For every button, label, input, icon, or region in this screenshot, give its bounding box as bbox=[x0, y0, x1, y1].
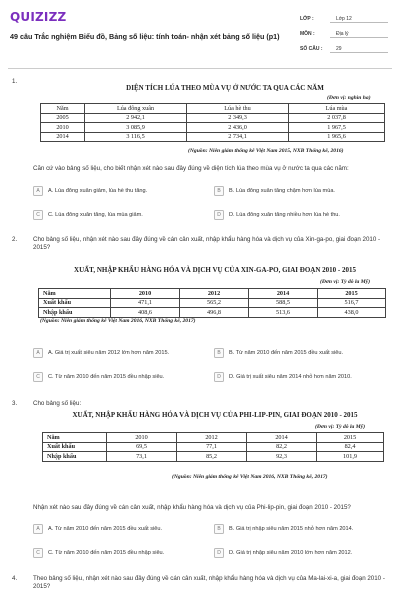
option-text: C. Lúa đông xuân tăng, lúa mùa giảm. bbox=[48, 211, 143, 218]
option-text: A. Lúa đông xuân giảm, lúa hè thu tăng. bbox=[48, 187, 148, 194]
table-cell: Lúa hè thu bbox=[187, 104, 289, 114]
table-cell: 2015 bbox=[317, 433, 384, 443]
meta-grade-key: LỚP : bbox=[300, 16, 314, 22]
table-cell: 513,6 bbox=[249, 308, 318, 318]
option-letter: A bbox=[33, 186, 43, 196]
table-cell: 438,0 bbox=[318, 308, 386, 318]
meta-subject-key: MÔN : bbox=[300, 31, 315, 37]
option-d[interactable] bbox=[214, 546, 352, 559]
meta-subject-value: Địa lý bbox=[336, 31, 349, 37]
table-cell: 2014 bbox=[247, 433, 317, 443]
table-row bbox=[41, 123, 385, 133]
table-cell: 85,2 bbox=[177, 452, 247, 462]
meta-count-value: 29 bbox=[336, 46, 342, 52]
meta-subject-line bbox=[330, 37, 388, 38]
table-title: DIỆN TÍCH LÚA THEO MÙA VỤ Ở NƯỚC TA QUA CÁC NĂM bbox=[126, 84, 324, 92]
table-cell: Xuất khẩu bbox=[39, 298, 111, 308]
option-letter: D bbox=[214, 548, 224, 558]
table-cell: 2014 bbox=[41, 132, 85, 142]
option-d[interactable] bbox=[214, 208, 340, 221]
question-text: Theo bảng số liệu, nhận xét nào sau đây đúng về cán cân xuất, nhập khẩu hàng hóa và dịch vụ của Ma-lai-xi-a, giai đoạn 2010 - 2015? bbox=[33, 575, 385, 590]
table-cell: 471,1 bbox=[111, 298, 180, 308]
option-a[interactable] bbox=[33, 522, 162, 535]
table-cell: 565,2 bbox=[180, 298, 249, 308]
table-cell: 408,6 bbox=[111, 308, 180, 318]
document-title: 49 câu Trắc nghiệm Biểu đồ, Bảng số liệu: tính toán- nhận xét bảng số liệu (p1) bbox=[10, 32, 280, 41]
question-intro: Cho bảng số liệu: bbox=[33, 400, 82, 407]
table-cell: 92,3 bbox=[247, 452, 317, 462]
table-title: XUẤT, NHẬP KHẨU HÀNG HÓA VÀ DỊCH VỤ CỦA XIN-GA-PO, GIAI ĐOẠN 2010 - 2015 bbox=[74, 266, 356, 274]
question-number: 1. bbox=[12, 78, 18, 85]
table-cell: 496,8 bbox=[180, 308, 249, 318]
table-cell: 2 037,8 bbox=[289, 113, 385, 123]
table-cell: Nhập khẩu bbox=[43, 452, 107, 462]
option-letter: B bbox=[214, 524, 224, 534]
table-cell: 3 116,5 bbox=[85, 132, 187, 142]
header-divider bbox=[8, 68, 392, 69]
table-cell: 82,4 bbox=[317, 442, 384, 452]
question-number: 4. bbox=[12, 575, 18, 582]
option-text: B. Giá trị nhập siêu năm 2015 nhỏ hơn năm 2014. bbox=[229, 525, 354, 532]
question-text: Nhận xét nào sau đây đúng về cán cân xuất, nhập khẩu hàng hóa và dịch vụ của Phi-lip-pin, giai đoạn 2010 - 2015? bbox=[33, 504, 351, 511]
table-cell: 2015 bbox=[318, 289, 386, 299]
table-cell: Năm bbox=[39, 289, 111, 299]
table-header-row bbox=[41, 104, 385, 114]
option-b[interactable] bbox=[214, 522, 353, 535]
option-letter: D bbox=[214, 210, 224, 220]
meta-grade-value: Lớp 12 bbox=[336, 16, 352, 22]
table-cell: Nhập khẩu bbox=[39, 308, 111, 318]
table-cell: Lúa đông xuân bbox=[85, 104, 187, 114]
option-a[interactable] bbox=[33, 346, 169, 359]
table-cell: Năm bbox=[43, 433, 107, 443]
table-cell: Xuất khẩu bbox=[43, 442, 107, 452]
question-text: Căn cứ vào bảng số liệu, cho biết nhận xét nào sau đây đúng về diện tích lúa theo mùa vụ ở nước ta qua các năm: bbox=[33, 165, 349, 172]
table-unit: (Đơn vị: Tỷ đô la Mỹ) bbox=[315, 424, 366, 430]
table-row bbox=[43, 442, 384, 452]
table-source: (Nguồn: Niên giám thống kê Việt Nam 2015, NXB Thống kê, 2016) bbox=[188, 148, 344, 154]
table-header-row bbox=[43, 433, 384, 443]
table-cell: 2010 bbox=[107, 433, 177, 443]
table-cell: 82,2 bbox=[247, 442, 317, 452]
option-letter: B bbox=[214, 186, 224, 196]
option-letter: A bbox=[33, 348, 43, 358]
table-cell: 73,1 bbox=[107, 452, 177, 462]
quizizz-logo: QUIZIZZ bbox=[10, 10, 67, 24]
option-letter: C bbox=[33, 548, 43, 558]
table-row bbox=[41, 113, 385, 123]
table-cell: 1 967,5 bbox=[289, 123, 385, 133]
table-cell: 2 349,3 bbox=[187, 113, 289, 123]
option-c[interactable] bbox=[33, 370, 164, 383]
option-text: D. Lúa đông xuân tăng nhiều hơn lúa hè thu. bbox=[229, 211, 340, 218]
table-source: (Nguồn: Niên giám thống kê Việt Nam 2016, NXB Thống kê, 2017) bbox=[40, 318, 196, 324]
table-row bbox=[39, 298, 386, 308]
philippines-trade-table bbox=[42, 432, 384, 462]
option-b[interactable] bbox=[214, 346, 343, 359]
table-cell: 2 436,0 bbox=[187, 123, 289, 133]
option-letter: C bbox=[33, 210, 43, 220]
option-letter: B bbox=[214, 348, 224, 358]
table-source: (Nguồn: Niên giám thống kê Việt Nam 2016, NXB Thống kê, 2017) bbox=[172, 474, 328, 480]
option-a[interactable] bbox=[33, 184, 147, 197]
singapore-trade-table bbox=[38, 288, 386, 318]
option-text: C. Từ năm 2010 đến năm 2015 đều nhập siêu. bbox=[48, 373, 165, 380]
question-text: Cho bảng số liệu, nhận xét nào sau đây đúng về cán cân xuất, nhập khẩu hàng hóa và dịch vụ của Xin-ga-po, giai đoạn 2010 - 2015? bbox=[33, 236, 381, 251]
option-text: B. Lúa đông xuân tăng chậm hơn lúa mùa. bbox=[229, 187, 335, 194]
table-cell: 101,9 bbox=[317, 452, 384, 462]
option-b[interactable] bbox=[214, 184, 335, 197]
table-cell: 588,5 bbox=[249, 298, 318, 308]
table-cell: 2012 bbox=[180, 289, 249, 299]
table-cell: 3 085,9 bbox=[85, 123, 187, 133]
option-text: A. Giá trị xuất siêu năm 2012 lớn hơn năm 2015. bbox=[48, 349, 170, 356]
table-cell: 2014 bbox=[249, 289, 318, 299]
option-d[interactable] bbox=[214, 370, 352, 383]
table-unit: (Đơn vị: Tỷ đô la Mỹ) bbox=[320, 279, 371, 285]
option-text: D. Giá trị xuất siêu năm 2014 nhỏ hơn năm 2010. bbox=[229, 373, 352, 380]
option-letter: C bbox=[33, 372, 43, 382]
table-cell: 1 965,6 bbox=[289, 132, 385, 142]
table-cell: Năm bbox=[41, 104, 85, 114]
table-row bbox=[43, 452, 384, 462]
table-cell: 2005 bbox=[41, 113, 85, 123]
option-c[interactable] bbox=[33, 208, 143, 221]
rice-area-table bbox=[40, 103, 385, 142]
table-cell: 2010 bbox=[41, 123, 85, 133]
option-letter: D bbox=[214, 372, 224, 382]
table-title: XUẤT, NHẬP KHẨU HÀNG HÓA VÀ DỊCH VỤ CỦA PHI-LIP-PIN, GIAI ĐOẠN 2010 - 2015 bbox=[72, 411, 358, 419]
table-cell: 2 734,1 bbox=[187, 132, 289, 142]
option-letter: A bbox=[33, 524, 43, 534]
table-cell: 2010 bbox=[111, 289, 180, 299]
meta-grade-line bbox=[330, 22, 388, 23]
option-c[interactable] bbox=[33, 546, 164, 559]
table-cell: 2012 bbox=[177, 433, 247, 443]
option-text: A. Từ năm 2010 đến năm 2015 đều xuất siêu. bbox=[48, 525, 163, 532]
meta-count-line bbox=[330, 52, 388, 53]
option-text: D. Giá trị nhập siêu năm 2010 lớn hơn năm 2012. bbox=[229, 549, 353, 556]
table-cell: Lúa mùa bbox=[289, 104, 385, 114]
question-number: 3. bbox=[12, 400, 18, 407]
page-header bbox=[0, 0, 400, 66]
table-unit: (Đơn vị: nghìn ha) bbox=[327, 95, 371, 101]
table-cell: 2 942,1 bbox=[85, 113, 187, 123]
meta-count-key: SỐ CÂU : bbox=[300, 46, 323, 52]
table-row bbox=[41, 132, 385, 142]
table-cell: 516,7 bbox=[318, 298, 386, 308]
table-row bbox=[39, 308, 386, 318]
table-header-row bbox=[39, 289, 386, 299]
option-text: B. Từ năm 2010 đến năm 2015 đều xuất siêu. bbox=[229, 349, 344, 356]
question-number: 2. bbox=[12, 236, 18, 243]
option-text: C. Từ năm 2010 đến năm 2015 đều nhập siêu. bbox=[48, 549, 165, 556]
table-cell: 69,5 bbox=[107, 442, 177, 452]
table-cell: 77,1 bbox=[177, 442, 247, 452]
